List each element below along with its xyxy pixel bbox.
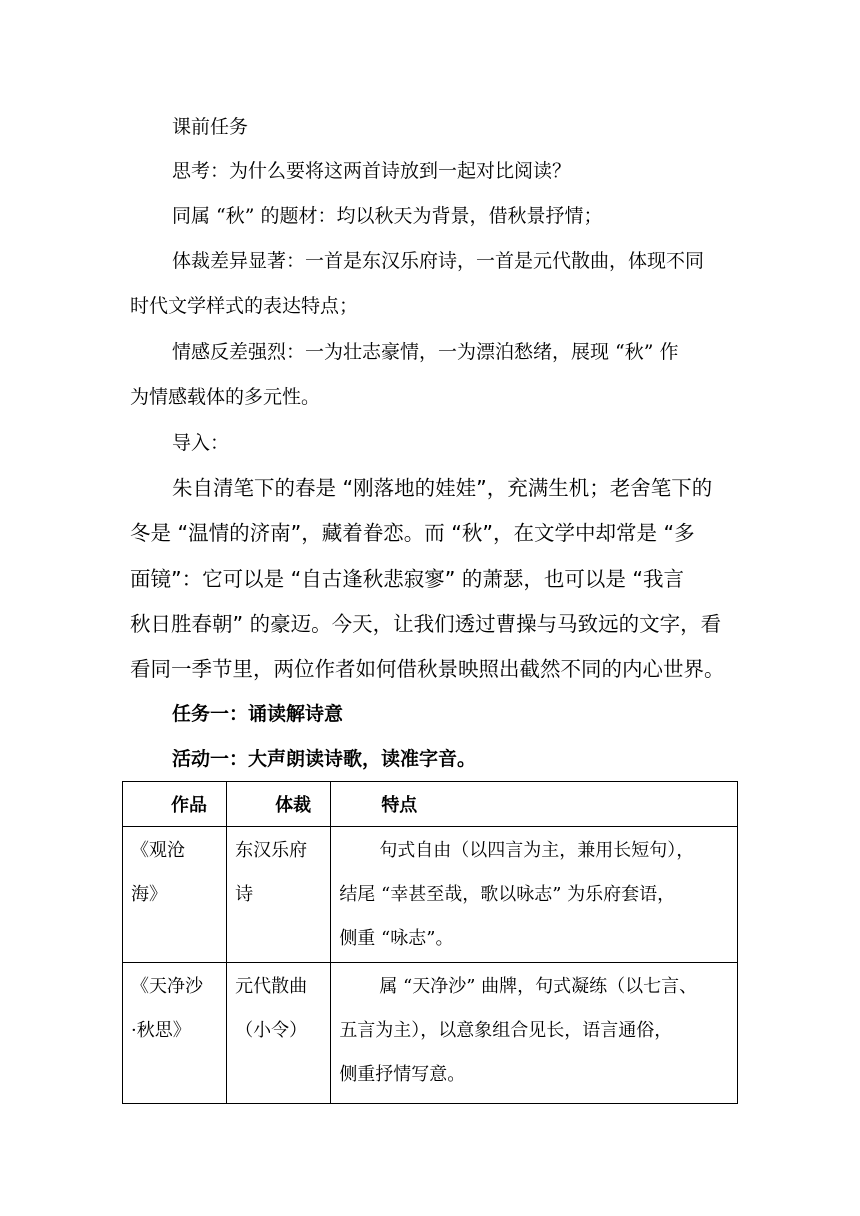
genre-line: 诗 <box>235 884 254 905</box>
intro-line-1: 朱自清笔下的春是 “刚落地的娃娃”，充满生机；老舍笔下的 <box>172 476 713 500</box>
work-cell <box>123 963 227 1104</box>
reason-emotion-line1: 情感反差强烈：一为壮志豪情，一为漂泊愁绪，展现 “秋” 作 <box>172 341 679 363</box>
table-row <box>123 963 738 1104</box>
intro-line-2: 冬是 “温情的济南”，藏着眷恋。而 “秋”，在文学中却常是 “多 <box>130 521 695 545</box>
intro-line-3: 面镜”：它可以是 “自古逢秋悲寂寥” 的萧瑟，也可以是 “我言 <box>130 567 685 591</box>
header-feature: 特点 <box>331 782 738 827</box>
intro-line-4: 秋日胜春朝” 的豪迈。今天，让我们透过曹操与马致远的文字，看 <box>130 612 722 636</box>
feature-line: 属 “天净沙” 曲牌，句式凝练（以七言、 <box>379 976 698 997</box>
feature-line: 结尾 “幸甚至哉，歌以咏志” 为乐府套语， <box>339 884 676 905</box>
work-name-line: ·秋思》 <box>131 1020 191 1041</box>
table-header-row <box>123 782 738 827</box>
task1-title: 任务一：诵读解诗意 <box>172 703 344 725</box>
work-cell <box>123 827 227 963</box>
feature-cell <box>331 963 738 1104</box>
intro-line-5: 看同一季节里，两位作者如何借秋景映照出截然不同的内心世界。 <box>130 657 725 681</box>
feature-line: 侧重 “咏志”。 <box>339 928 454 949</box>
reason-same-theme: 同属 “秋” 的题材：均以秋天为背景，借秋景抒情； <box>172 205 603 227</box>
feature-line: 五言为主），以意象组合见长，语言通俗， <box>339 1020 673 1041</box>
genre-cell <box>227 827 331 963</box>
feature-line: 句式自由（以四言为主，兼用长短句）， <box>379 840 695 861</box>
genre-line: 元代散曲 <box>235 976 308 997</box>
section-title: 课前任务 <box>172 116 249 138</box>
work-name-line: 《天净沙 <box>131 976 203 997</box>
feature-cell <box>331 827 738 963</box>
genre-cell <box>227 963 331 1104</box>
table-row <box>123 827 738 963</box>
reason-emotion-line2: 为情感载体的多元性。 <box>130 386 321 408</box>
feature-line: 侧重抒情写意。 <box>339 1064 466 1085</box>
genre-comparison-table <box>122 781 738 1104</box>
header-work: 作品 <box>123 782 227 827</box>
activity1-title: 活动一：大声朗读诗歌，读准字音。 <box>172 748 477 770</box>
think-question: 思考：为什么要将这两首诗放到一起对比阅读？ <box>172 160 572 182</box>
header-genre: 体裁 <box>227 782 331 827</box>
genre-line: （小令） <box>235 1020 308 1041</box>
work-name-line: 《观沧 <box>131 840 185 861</box>
intro-label: 导入： <box>172 432 230 454</box>
work-name-line: 海》 <box>131 884 167 905</box>
genre-line: 东汉乐府 <box>235 840 308 861</box>
reason-genre-line2: 时代文学样式的表达特点； <box>130 295 359 317</box>
reason-genre-line1: 体裁差异显著：一首是东汉乐府诗，一首是元代散曲，体现不同 <box>172 250 705 272</box>
